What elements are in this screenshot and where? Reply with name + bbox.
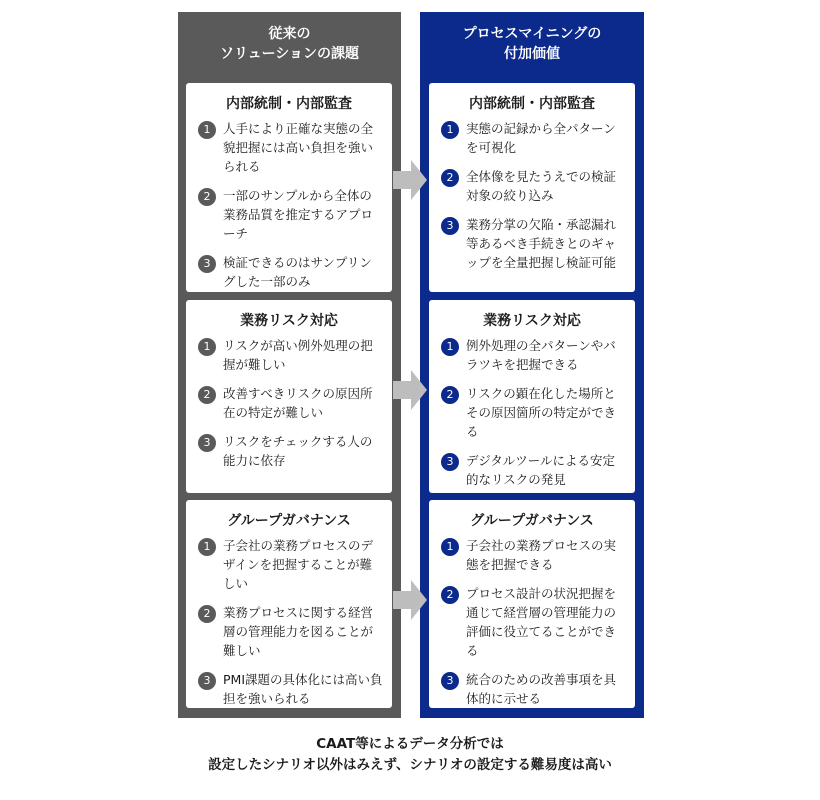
item-text: 全体像を見たうえでの検証対象の絞り込み <box>466 169 617 203</box>
item-text: PMI課題の具体化には高い負担を強いられる <box>223 672 383 706</box>
item-text: リスクが高い例外処理の把握が難しい <box>223 338 373 372</box>
list-item <box>441 670 627 708</box>
card-title: グループガバナンス <box>227 513 351 529</box>
left-card-business-risk <box>186 300 392 493</box>
item-text: プロセス設計の状況把握を通じて経営層の管理能力の評価に役立てることができる <box>466 586 617 658</box>
item-text: 業務分掌の欠陥・承認漏れ等あるべき手続きとのギャップを全量把握し検証可能 <box>466 217 617 270</box>
number-badge: 1 <box>198 121 216 139</box>
number-badge: 1 <box>441 338 459 356</box>
right-card-business-risk <box>429 300 635 493</box>
right-arrow-icon <box>393 160 427 200</box>
caption-line-2: 設定したシナリオ以外はみえず、シナリオの設定する難易度は高い <box>208 757 612 773</box>
number-badge: 1 <box>441 538 459 556</box>
list-item <box>441 384 627 441</box>
list-item <box>441 584 627 660</box>
list-item <box>198 536 384 593</box>
list-item <box>198 603 384 660</box>
item-text: 人手により正確な実態の全貌把握には高い負担を強いられる <box>223 121 374 174</box>
number-badge: 2 <box>198 188 216 206</box>
number-badge: 2 <box>441 586 459 604</box>
list-item <box>441 167 627 205</box>
item-text: 実態の記録から全パターンを可視化 <box>466 121 616 155</box>
list-item <box>441 119 627 157</box>
left-card-internal-control <box>186 83 392 292</box>
left-card-group-governance <box>186 500 392 708</box>
list-item <box>198 384 384 422</box>
item-text: リスクをチェックする人の能力に依存 <box>223 434 373 468</box>
number-badge: 1 <box>198 538 216 556</box>
number-badge: 3 <box>198 255 216 273</box>
number-badge: 2 <box>198 386 216 404</box>
item-text: リスクの顕在化した場所とその原因箇所の特定ができる <box>466 386 617 439</box>
number-badge: 2 <box>441 386 459 404</box>
list-item <box>198 253 384 291</box>
list-item <box>198 336 384 374</box>
right-header-line-2: 付加価値 <box>504 46 560 62</box>
right-header-line-1: プロセスマイニングの <box>462 26 602 42</box>
number-badge: 3 <box>198 672 216 690</box>
caption-line-1: CAAT等によるデータ分析では <box>316 736 504 752</box>
item-text: 業務プロセスに関する経営層の管理能力を図ることが難しい <box>223 605 374 658</box>
number-badge: 1 <box>198 338 216 356</box>
card-title: 内部統制・内部監査 <box>226 96 352 112</box>
item-text: デジタルツールによる安定的なリスクの発見 <box>466 453 616 487</box>
right-panel-header <box>420 24 644 64</box>
number-badge: 3 <box>198 434 216 452</box>
card-title: 業務リスク対応 <box>483 313 581 329</box>
left-header-line-1: 従来の <box>268 26 311 42</box>
right-card-group-governance <box>429 500 635 708</box>
item-text: 一部のサンプルから全体の業務品質を推定するアプローチ <box>223 188 374 241</box>
left-panel-header <box>178 24 401 64</box>
number-badge: 3 <box>441 217 459 235</box>
card-title: グループガバナンス <box>470 513 594 529</box>
list-item <box>441 451 627 489</box>
item-text: 統合のための改善事項を具体的に示せる <box>466 672 617 706</box>
item-text: 検証できるのはサンプリングした一部のみ <box>223 255 372 289</box>
number-badge: 2 <box>441 169 459 187</box>
right-arrow-icon <box>393 580 427 620</box>
number-badge: 3 <box>441 672 459 690</box>
list-item <box>198 119 384 176</box>
right-card-internal-control <box>429 83 635 292</box>
item-text: 例外処理の全パターンやバラツキを把握できる <box>466 338 616 372</box>
number-badge: 1 <box>441 121 459 139</box>
card-title: 業務リスク対応 <box>240 313 338 329</box>
card-title: 内部統制・内部監査 <box>469 96 595 112</box>
left-header-line-2: ソリューションの課題 <box>219 46 360 62</box>
list-item <box>198 670 384 708</box>
list-item <box>441 336 627 374</box>
number-badge: 3 <box>441 453 459 471</box>
list-item <box>441 215 627 272</box>
list-item <box>198 186 384 243</box>
right-panel-process-mining <box>420 12 644 718</box>
item-text: 子会社の業務プロセスの実態を把握できる <box>466 538 617 572</box>
list-item <box>198 432 384 470</box>
number-badge: 2 <box>198 605 216 623</box>
left-panel-conventional <box>178 12 401 718</box>
item-text: 改善すべきリスクの原因所在の特定が難しい <box>223 386 373 420</box>
right-arrow-icon <box>393 370 427 410</box>
list-item <box>441 536 627 574</box>
item-text: 子会社の業務プロセスのデザインを把握することが難しい <box>223 538 374 591</box>
